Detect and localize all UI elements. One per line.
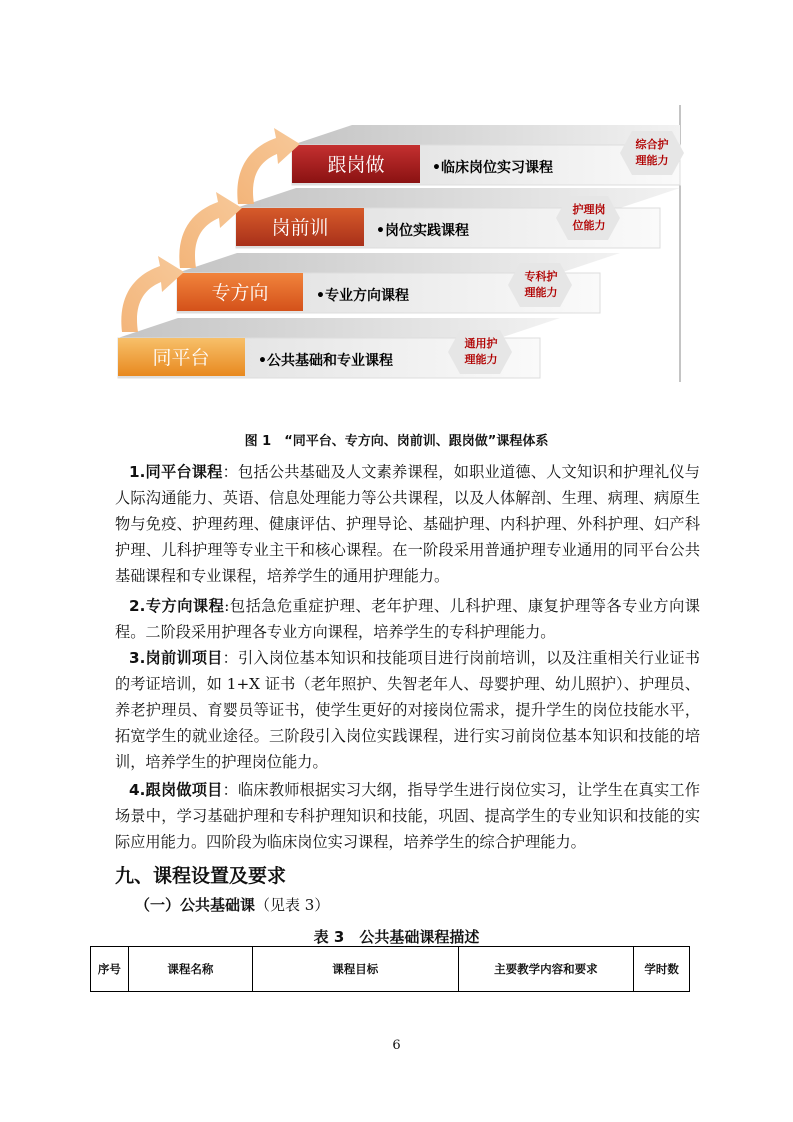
paragraph-3-text: ：引入岗位基本知识和技能项目进行岗前培训，以及注重相关行业证书的考证培训，如 1+X 证书（老年照护、失智老年人、母婴护理、幼儿照护）、护理员、养老护理员、育婴员等证书，使学生更好的对接岗位需求，提升学生的岗位技能水平，拓宽学生的就业途径。三阶段引入岗位实践课程，进行实习前岗位基本知识和技能的培训，培养学生的护理岗位能力。: [115, 649, 700, 771]
table-header-cell: 课程目标: [252, 947, 458, 992]
paragraph-1: [115, 459, 700, 589]
step-4-desc: •临床岗位实习课程: [432, 160, 553, 176]
step-2-ability-line2: 理能力: [524, 286, 558, 299]
step-1-desc: •公共基础和专业课程: [258, 353, 393, 369]
step-4-ability-line2: 理能力: [635, 154, 669, 167]
step-1-ability-line2: 理能力: [464, 353, 498, 366]
paragraph-3-lead: 3.岗前训项目: [129, 649, 223, 667]
section-title: 九、课程设置及要求: [115, 865, 287, 887]
paragraph-2: [115, 593, 700, 645]
step-1-ability-line1: 通用护: [464, 337, 498, 350]
table-header-row: [91, 947, 690, 992]
step-2: [177, 253, 620, 313]
step-3-ability-line2: 位能力: [572, 219, 606, 232]
table-header-cell: 序号: [91, 947, 129, 992]
table-header-cell: 学时数: [634, 947, 690, 992]
step-1-label: 同平台: [152, 347, 210, 369]
step-1: [118, 318, 560, 378]
curriculum-staircase-diagram: [0, 0, 793, 400]
step-3-label: 岗前训: [271, 217, 329, 239]
step-4: [292, 125, 684, 185]
page-number: 6: [392, 1038, 401, 1053]
subsection-title: [135, 894, 329, 915]
paragraph-2-lead: 2.专方向课程: [129, 597, 225, 615]
table-header-cell: 主要教学内容和要求: [458, 947, 634, 992]
paragraph-4-lead: 4.跟岗做项目: [129, 781, 223, 799]
step-3-ability-line1: 护理岗: [572, 203, 606, 216]
paragraph-1-lead: 1.同平台课程: [129, 463, 223, 481]
paragraph-3: [115, 645, 700, 775]
step-3-desc: •岗位实践课程: [376, 223, 469, 239]
subsection-title-text: （一）公共基础课: [135, 896, 256, 914]
step-2-desc: •专业方向课程: [316, 288, 409, 304]
step-2-label: 专方向: [211, 282, 269, 304]
step-4-ability-line1: 综合护: [635, 138, 669, 151]
table-caption: 表 3 公共基础课程描述: [313, 928, 480, 946]
course-table: [90, 946, 690, 992]
paragraph-4-text: ：临床教师根据实习大纲，指导学生进行岗位实习，让学生在真实工作场景中，学习基础护理和专科护理知识和技能，巩固、提高学生的专业知识和技能的实际应用能力。四阶段为临床岗位实习课程，培养学生的综合护理能力。: [115, 781, 700, 851]
subsection-note: （见表 3）: [255, 896, 330, 914]
table-header-cell: 课程名称: [128, 947, 252, 992]
paragraph-1-text: ：包括公共基础及人文素养课程，如职业道德、人文知识和护理礼仪与人际沟通能力、英语、信息处理能力等公共课程，以及人体解剖、生理、病理、病原生物与免疫、护理药理、健康评估、护理导论、基础护理、内科护理、外科护理、妇产科护理、儿科护理等专业主干和核心课程。在一阶段采用普通护理专业通用的同平台公共基础课程和专业课程，培养学生的通用护理能力。: [115, 463, 700, 585]
paragraph-2-text: :包括急危重症护理、老年护理、儿科护理、康复护理等各专业方向课程。二阶段采用护理各专业方向课程，培养学生的专科护理能力。: [115, 597, 700, 641]
step-2-ability-line1: 专科护: [524, 270, 558, 283]
figure-caption: 图 1 “同平台、专方向、岗前训、跟岗做”课程体系: [244, 434, 549, 449]
paragraph-4: [115, 777, 700, 855]
step-3: [236, 188, 680, 248]
step-4-label: 跟岗做: [327, 154, 385, 176]
